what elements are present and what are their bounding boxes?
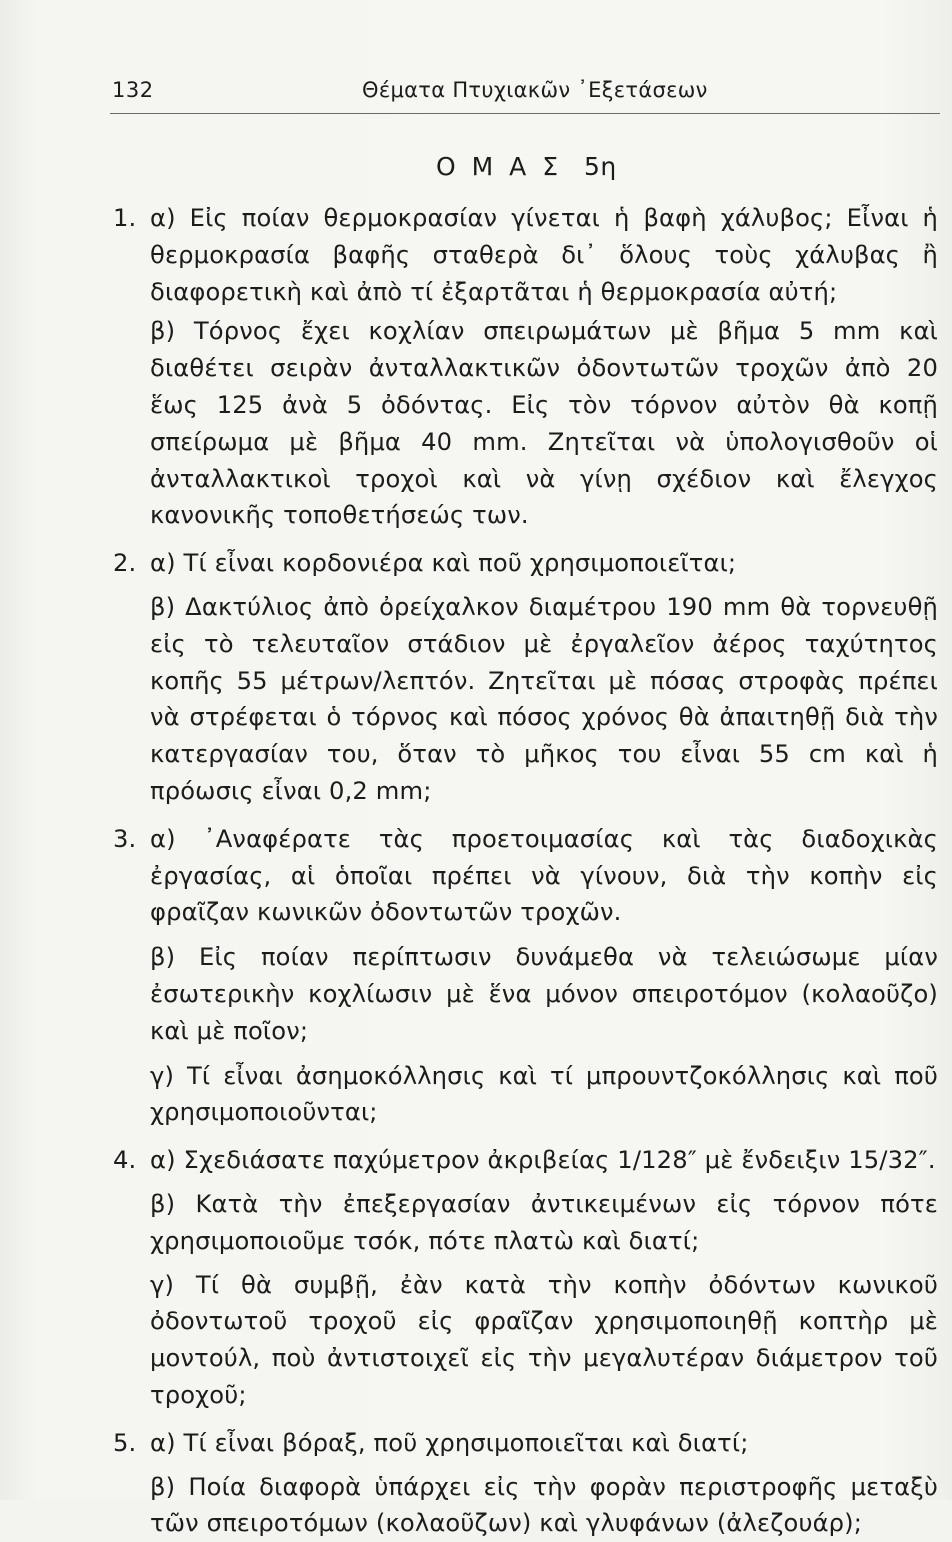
page-number: 132 xyxy=(112,78,154,102)
question-number: 5. xyxy=(113,1425,136,1462)
group-title-number: 5η xyxy=(584,152,617,181)
question-part: γ) Τί εἶναι ἀσημοκόλλησις καὶ τί μπρουντζοκόλλησις καὶ ποῦ χρησιμοποιοῦνται; xyxy=(150,1058,938,1132)
questions-list xyxy=(113,200,938,1542)
question-part: α) Τί εἶναι κορδονιέρα καὶ ποῦ χρησιμοποιεῖται; xyxy=(150,545,938,582)
question-4 xyxy=(113,1142,938,1414)
group-title xyxy=(436,152,617,181)
question-part: β) Δακτύλιος ἀπὸ ὀρείχαλκον διαμέτρου 190 mm θὰ τορνευθῇ εἰς τὸ τελευταῖον στάδιον μὲ ἐργαλεῖον ἀέρος ταχύτητος κοπῆς 55 μέτρων/λεπτόν. Ζητεῖται μὲ πόσας στροφὰς πρέπει νὰ στρέφεται ὁ τόρνος καὶ πόσος χρόνος θὰ ἀπαιτηθῇ διὰ τὴν κατεργασίαν του, ὅταν τὸ μῆκος του εἶναι 55 cm καὶ ἡ πρόωσις εἶναι 0,2 mm; xyxy=(150,589,938,810)
question-part: β) Ποία διαφορὰ ὑπάρχει εἰς τὴν φορὰν περιστροφῆς μεταξὺ τῶν σπειροτόμων (κολαοῦζων) καὶ γλυφάνων (ἀλεζουάρ); xyxy=(150,1469,938,1542)
question-part: β) Τόρνος ἔχει κοχλίαν σπειρωμάτων μὲ βῆμα 5 mm καὶ διαθέτει σειρὰν ἀνταλλακτικῶν ὀδοντωτῶν τροχῶν ἀπὸ 20 ἕως 125 ἀνὰ 5 ὀδόντας. Εἰς τὸν τόρνον αὐτὸν θὰ κοπῇ σπείρωμα μὲ βῆμα 40 mm. Ζητεῖται νὰ ὑπολογισθοῦν οἱ ἀνταλλακτικοὶ τροχοὶ καὶ νὰ γίνῃ σχέδιον καὶ ἔλεγχος κανονικῆς τοποθετήσεώς των. xyxy=(150,313,938,534)
question-part: γ) Τί θὰ συμβῇ, ἐὰν κατὰ τὴν κοπὴν ὀδόντων κωνικοῦ ὀδοντωτοῦ τροχοῦ εἰς φραῖζαν χρησιμοποιηθῇ κοπτὴρ μὲ μοντούλ, ποὺ ἀντιστοιχεῖ εἰς τὴν μεγαλυτέραν διάμετρον τοῦ τροχοῦ; xyxy=(150,1267,938,1414)
question-1 xyxy=(113,200,938,534)
question-3 xyxy=(113,821,938,1131)
question-number: 2. xyxy=(113,545,136,582)
group-title-label: Ο Μ Α Σ xyxy=(436,152,562,181)
question-part: α) Σχεδιάσατε παχύμετρον ἀκριβείας 1/128″ μὲ ἔνδειξιν 15/32″. xyxy=(150,1142,938,1179)
question-number: 4. xyxy=(113,1142,136,1179)
page-header xyxy=(112,74,942,114)
question-part: β) Εἰς ποίαν περίπτωσιν δυνάμεθα νὰ τελειώσωμε μίαν ἐσωτερικὴν κοχλίωσιν μὲ ἕνα μόνον σπειροτόμον (κολαοῦζο) καὶ μὲ ποῖον; xyxy=(150,939,938,1049)
question-number: 3. xyxy=(113,821,136,858)
question-number: 1. xyxy=(113,200,136,237)
header-rule xyxy=(110,113,940,114)
running-title: Θέματα Πτυχιακῶν ᾿Εξετάσεων xyxy=(362,78,708,102)
question-5 xyxy=(113,1425,938,1542)
question-part: α) Τί εἶναι βόραξ, ποῦ χρησιμοποιεῖται καὶ διατί; xyxy=(150,1425,938,1462)
question-2 xyxy=(113,545,938,810)
question-part: α) ᾿Αναφέρατε τὰς προετοιμασίας καὶ τὰς διαδοχικὰς ἐργασίας, αἱ ὁποῖαι πρέπει νὰ γίνουν, διὰ τὴν κοπὴν εἰς φραῖζαν κωνικῶν ὀδοντωτῶν τροχῶν. xyxy=(150,821,938,931)
question-part: β) Κατὰ τὴν ἐπεξεργασίαν ἀντικειμένων εἰς τόρνον πότε χρησιμοποιοῦμε τσόκ, πότε πλατὼ καὶ διατί; xyxy=(150,1186,938,1260)
question-part: α) Εἰς ποίαν θερμοκρασίαν γίνεται ἡ βαφὴ χάλυβος; Εἶναι ἡ θερμοκρασία βαφῆς σταθερὰ δι᾿ ὅλους τοὺς χάλυβας ἢ διαφορετικὴ καὶ ἀπὸ τί ἐξαρτᾶται ἡ θερμοκρασία αὐτή; xyxy=(150,200,938,310)
